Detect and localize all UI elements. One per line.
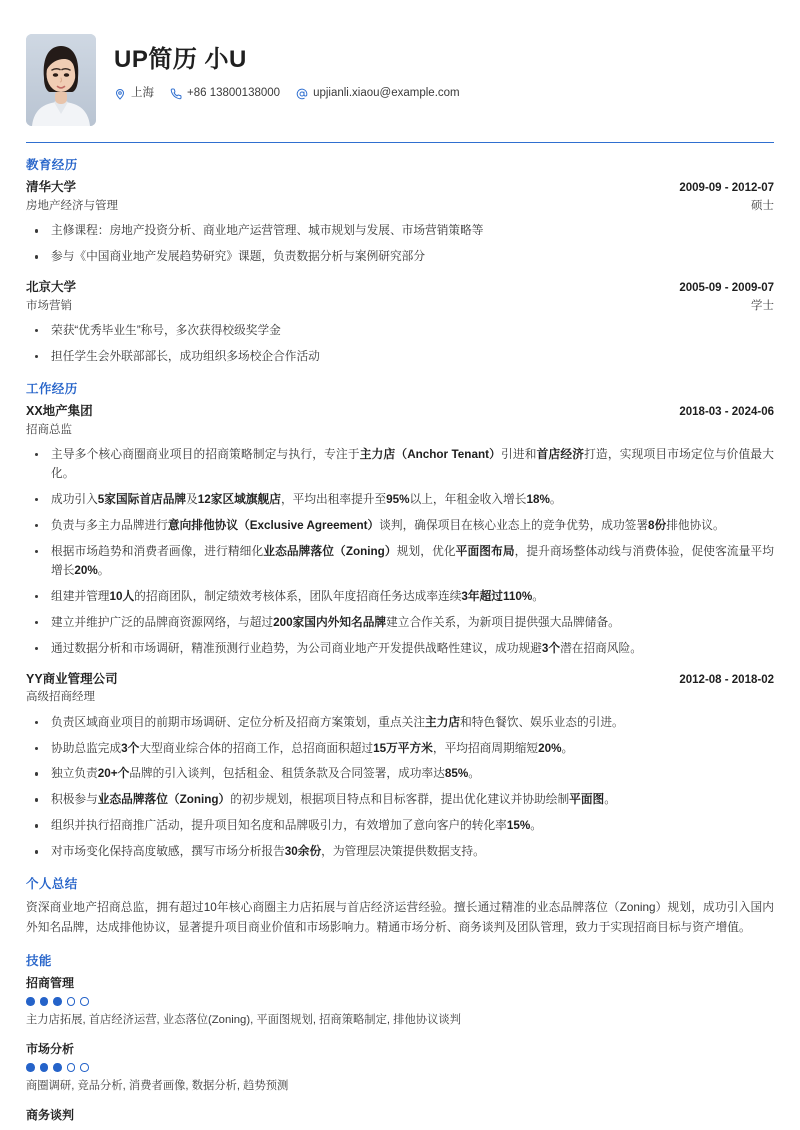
- skill-dot-filled: [26, 997, 35, 1006]
- section-skills: [26, 953, 774, 1124]
- contact-email: [296, 88, 460, 100]
- entry-subhead: [26, 298, 774, 315]
- skill-level-dots: [26, 1063, 774, 1072]
- degree: 硕士: [751, 199, 774, 212]
- school-name: 北京大学: [26, 280, 77, 295]
- skill-dot-filled: [53, 1063, 62, 1072]
- list-item: 荣获“优秀毕业生”称号，多次获得校级奖学金: [26, 322, 774, 341]
- list-item: 组建并管理10人的招商团队，制定绩效考核体系，团队年度招商任务达成率连续3年超过110%。: [26, 588, 774, 607]
- list-item: 主导多个核心商圈商业项目的招商策略制定与执行，专注于主力店（Anchor Tenant）引进和首店经济打造，实现项目市场定位与价值最大化。: [26, 446, 774, 484]
- candidate-name: UP简历 小U: [114, 46, 247, 73]
- education-bullets: [26, 222, 774, 267]
- date-range: 2012-08 - 2018-02: [679, 673, 774, 686]
- section-education: [26, 157, 774, 367]
- identity-block: [114, 34, 774, 100]
- skill-dot-filled: [40, 997, 49, 1006]
- contact-location-text: 上海: [131, 86, 154, 99]
- skill-dot-filled: [40, 1063, 49, 1072]
- skill-dot-empty: [67, 1063, 76, 1072]
- education-entry: [26, 278, 774, 367]
- skill-name: 市场分析: [26, 1042, 75, 1057]
- skill-dot-filled: [26, 1063, 35, 1072]
- list-item: 独立负责20+个品牌的引入谈判，包括租金、租赁条款及合同签署，成功率达85%。: [26, 765, 774, 784]
- contact-phone-text: +86 13800138000: [187, 86, 281, 99]
- email-at-icon: [296, 88, 308, 100]
- work-entry: [26, 402, 774, 659]
- major: 房地产经济与管理: [26, 199, 118, 212]
- list-item: 对市场变化保持高度敏感，撰写市场分析报告30余份，为管理层决策提供数据支持。: [26, 843, 774, 862]
- entry-subhead: [26, 198, 774, 215]
- entry-head: [26, 278, 774, 297]
- work-bullets: [26, 446, 774, 659]
- contact-email-text: upjianli.xiaou@example.com: [313, 86, 460, 99]
- avatar: [26, 34, 96, 126]
- job-title: 招商总监: [26, 423, 72, 436]
- work-entry: [26, 670, 774, 863]
- major: 市场营销: [26, 299, 72, 312]
- skill-dot-empty: [67, 997, 76, 1006]
- date-range: 2009-09 - 2012-07: [679, 182, 774, 195]
- list-item: 负责与多主力品牌进行意向排他协议（Exclusive Agreement）谈判，确保项目在核心业态上的竞争优势，成功签署8份排他协议。: [26, 517, 774, 536]
- list-item: 积极参与业态品牌落位（Zoning）的初步规划，根据项目特点和目标客群，提出优化建议并协助绘制平面图。: [26, 791, 774, 810]
- skill-dot-empty: [80, 1063, 89, 1072]
- skill-block: [26, 1106, 774, 1124]
- skill-tags: 主力店拓展, 首店经济运营, 业态落位(Zoning), 平面图规划, 招商策略制定, 排他协议谈判: [26, 1013, 461, 1026]
- school-name: 清华大学: [26, 180, 77, 195]
- skill-block: [26, 1040, 774, 1095]
- entry-head: [26, 402, 774, 421]
- skill-tags: 商圈调研, 竞品分析, 消费者画像, 数据分析, 趋势预测: [26, 1079, 289, 1092]
- list-item: 组织并执行招商推广活动，提升项目知名度和品牌吸引力，有效增加了意向客户的转化率15%。: [26, 817, 774, 836]
- list-item: 协助总监完成3个大型商业综合体的招商工作，总招商面积超过15万平方米，平均招商周期缩短20%。: [26, 740, 774, 759]
- job-title: 高级招商经理: [26, 691, 95, 704]
- skill-block: [26, 974, 774, 1029]
- list-item: 建立并维护广泛的品牌商资源网络，与超过200家国内外知名品牌建立合作关系，为新项目提供强大品牌储备。: [26, 614, 774, 633]
- skill-name: 商务谈判: [26, 1108, 75, 1123]
- entry-head: [26, 178, 774, 197]
- section-title-skills: 技能: [26, 954, 52, 969]
- education-entry: [26, 178, 774, 267]
- list-item: 根据市场趋势和消费者画像，进行精细化业态品牌落位（Zoning）规划，优化平面图布局，提升商场整体动线与消费体验，促使客流量平均增长20%。: [26, 543, 774, 581]
- education-bullets: [26, 322, 774, 367]
- section-work-experience: [26, 381, 774, 862]
- section-title-summary: 个人总结: [26, 877, 78, 892]
- contact-location: [114, 88, 154, 100]
- list-item: 主修课程：房地产投资分析、商业地产运营管理、城市规划与发展、市场营销策略等: [26, 222, 774, 241]
- section-title-work: 工作经历: [26, 381, 78, 396]
- entry-head: [26, 670, 774, 689]
- list-item: 担任学生会外联部部长，成功组织多场校企合作活动: [26, 348, 774, 367]
- list-item: 参与《中国商业地产发展趋势研究》课题，负责数据分析与案例研究部分: [26, 248, 774, 267]
- contact-phone: [170, 88, 280, 100]
- header-divider: [26, 142, 774, 143]
- list-item: 成功引入5家国际首店品牌及12家区域旗舰店，平均出租率提升至95%以上，年租金收入增长18%。: [26, 491, 774, 510]
- section-title-education: 教育经历: [26, 158, 78, 172]
- entry-subhead: [26, 422, 774, 439]
- degree: 学士: [751, 299, 774, 312]
- date-range: 2018-03 - 2024-06: [679, 406, 774, 419]
- skill-name: 招商管理: [26, 976, 75, 991]
- resume-header: [26, 34, 774, 142]
- company-name: YY商业管理公司: [26, 671, 118, 686]
- skill-level-dots: [26, 997, 774, 1006]
- skill-dot-filled: [53, 997, 62, 1006]
- date-range: 2005-09 - 2009-07: [679, 282, 774, 295]
- section-personal-summary: [26, 876, 774, 939]
- work-bullets: [26, 714, 774, 863]
- phone-icon: [170, 88, 182, 100]
- location-pin-icon: [114, 88, 126, 100]
- list-item: 负责区域商业项目的前期市场调研、定位分析及招商方案策划，重点关注主力店和特色餐饮、娱乐业态的引进。: [26, 714, 774, 733]
- summary-text: 资深商业地产招商总监，拥有超过10年核心商圈主力店拓展与首店经济运营经验。擅长通过精准的业态品牌落位（Zoning）规划，成功引入国内外知名品牌，达成排他协议，显著提升项目商业价值和市场影响力。精通市场分析、商务谈判及团队管理，致力于实现招商目标与资产增值。: [26, 900, 774, 935]
- entry-subhead: [26, 689, 774, 706]
- contact-row: [114, 88, 774, 100]
- skill-dot-empty: [80, 997, 89, 1006]
- list-item: 通过数据分析和市场调研，精准预测行业趋势，为公司商业地产开发提供战略性建议，成功规避3个潜在招商风险。: [26, 640, 774, 659]
- company-name: XX地产集团: [26, 404, 93, 419]
